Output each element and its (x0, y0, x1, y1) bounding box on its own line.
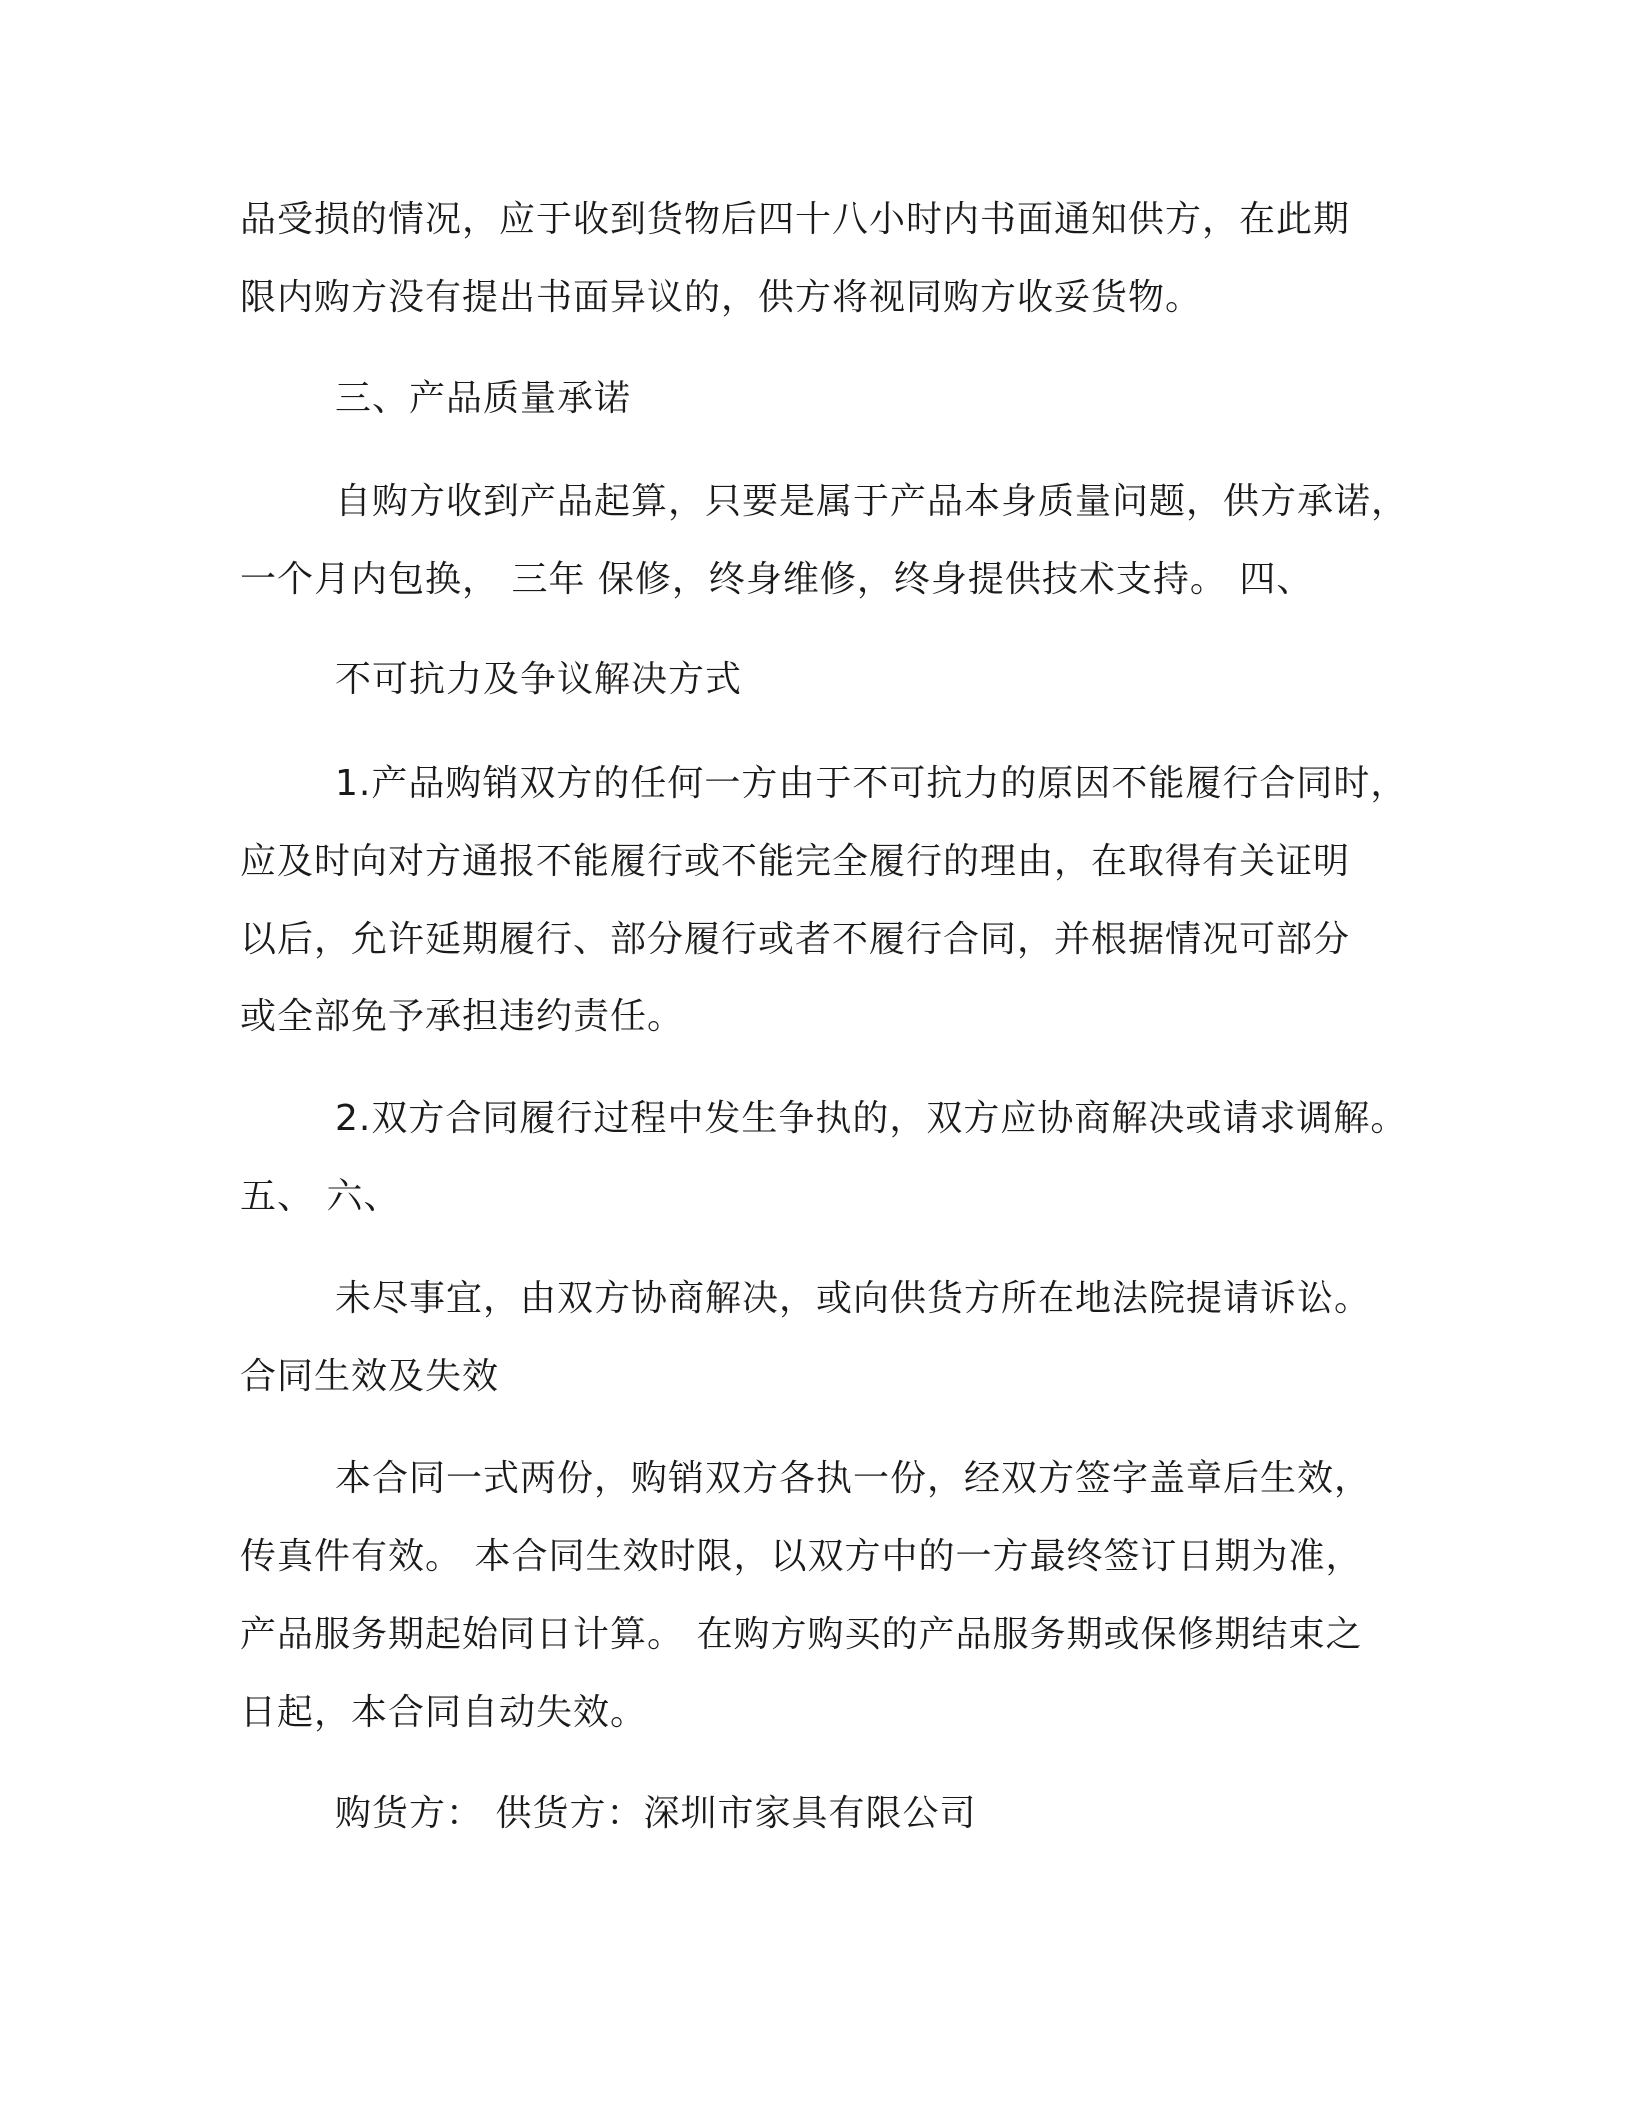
body-text-line: 以后，允许延期履行、部分履行或者不履行合同，并根据情况可部分 (240, 919, 1351, 960)
section-heading-effectiveness: 合同生效及失效 (240, 1356, 500, 1397)
body-text-line: 一个月内包换， 三年 保修，终身维修，终身提供技术支持。 四、 (240, 559, 1314, 600)
body-text-line: 未尽事宜，由双方协商解决，或向供货方所在地法院提请诉讼。 (335, 1278, 1372, 1319)
body-text-line: 自购方收到产品起算，只要是属于产品本身质量问题，供方承诺， (335, 481, 1409, 522)
body-text-line: 1.产品购销双方的任何一方由于不可抗力的原因不能履行合同时， (335, 763, 1408, 804)
body-text-line: 应及时向对方通报不能履行或不能完全履行的理由，在取得有关证明 (240, 841, 1351, 882)
section-numbers: 五、 六、 (240, 1176, 401, 1217)
body-text-line: 2.双方合同履行过程中发生争执的，双方应协商解决或请求调解。 (335, 1098, 1408, 1139)
signature-parties-line: 购货方： 供货方：深圳市家具有限公司 (335, 1793, 977, 1834)
body-text-line: 品受损的情况，应于收到货物后四十八小时内书面通知供方，在此期 (240, 199, 1351, 240)
body-text-line: 或全部免予承担违约责任。 (240, 996, 685, 1037)
section-heading-quality-commitment: 三、产品质量承诺 (335, 378, 632, 419)
body-text-line: 日起，本合同自动失效。 (240, 1692, 648, 1733)
body-text-line: 产品服务期起始同日计算。 在购方购买的产品服务期或保修期结束之 (240, 1614, 1363, 1655)
body-text-line: 限内购方没有提出书面异议的，供方将视同购方收妥货物。 (240, 277, 1203, 318)
section-heading-force-majeure: 不可抗力及争议解决方式 (335, 659, 743, 700)
body-text-line: 本合同一式两份，购销双方各执一份，经双方签字盖章后生效， (335, 1458, 1372, 1499)
body-text-line: 传真件有效。 本合同生效时限，以双方中的一方最终签订日期为准， (240, 1536, 1363, 1577)
